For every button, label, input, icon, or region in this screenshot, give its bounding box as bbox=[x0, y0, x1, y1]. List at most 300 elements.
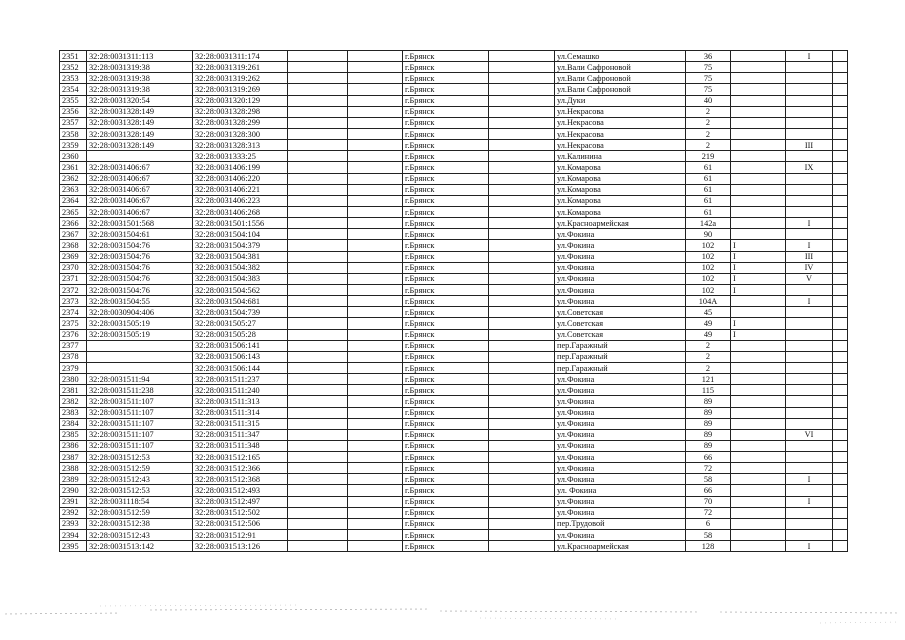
empty-cell bbox=[288, 95, 348, 106]
empty-cell bbox=[489, 485, 555, 496]
empty-cell bbox=[348, 262, 403, 273]
roman-numeral-cell bbox=[786, 206, 833, 217]
empty-cell bbox=[288, 73, 348, 84]
empty-cell bbox=[348, 273, 403, 284]
empty-cell bbox=[348, 173, 403, 184]
table-row bbox=[60, 62, 848, 73]
parcel-cadastral-cell: 32:28:0031512:43 bbox=[87, 474, 193, 485]
empty-cell bbox=[833, 440, 848, 451]
object-cadastral-cell: 32:28:0031504:562 bbox=[193, 284, 288, 295]
street-cell: ул.Фокина bbox=[555, 385, 686, 396]
mark-cell bbox=[731, 117, 786, 128]
house-number-cell: 61 bbox=[686, 173, 731, 184]
city-cell: г.Брянск bbox=[403, 396, 489, 407]
object-cadastral-cell: 32:28:0031319:262 bbox=[193, 73, 288, 84]
table-row bbox=[60, 518, 848, 529]
empty-cell bbox=[833, 229, 848, 240]
empty-cell bbox=[348, 396, 403, 407]
empty-cell bbox=[288, 296, 348, 307]
mark-cell bbox=[731, 418, 786, 429]
roman-numeral-cell bbox=[786, 340, 833, 351]
empty-cell bbox=[833, 240, 848, 251]
parcel-cadastral-cell: 32:28:0031504:55 bbox=[87, 296, 193, 307]
roman-numeral-cell: VI bbox=[786, 429, 833, 440]
row-number-cell: 2390 bbox=[60, 485, 87, 496]
street-cell: пер.Гаражный bbox=[555, 362, 686, 373]
empty-cell bbox=[833, 329, 848, 340]
object-cadastral-cell: 32:28:0031505:28 bbox=[193, 329, 288, 340]
street-cell: ул.Фокина bbox=[555, 530, 686, 541]
table-row bbox=[60, 374, 848, 385]
mark-cell bbox=[731, 106, 786, 117]
street-cell: ул.Некрасова bbox=[555, 106, 686, 117]
empty-cell bbox=[489, 340, 555, 351]
parcel-cadastral-cell: 32:28:0031319:38 bbox=[87, 84, 193, 95]
roman-numeral-cell bbox=[786, 128, 833, 139]
empty-cell bbox=[348, 95, 403, 106]
parcel-cadastral-cell: 32:28:0031511:238 bbox=[87, 385, 193, 396]
roman-numeral-cell bbox=[786, 485, 833, 496]
parcel-cadastral-cell: 32:28:0031311:113 bbox=[87, 51, 193, 62]
mark-cell: I bbox=[731, 262, 786, 273]
roman-numeral-cell bbox=[786, 507, 833, 518]
roman-numeral-cell bbox=[786, 117, 833, 128]
street-cell: ул.Фокина bbox=[555, 273, 686, 284]
empty-cell bbox=[489, 184, 555, 195]
city-cell: г.Брянск bbox=[403, 62, 489, 73]
house-number-cell: 102 bbox=[686, 251, 731, 262]
row-number-cell: 2359 bbox=[60, 140, 87, 151]
parcel-cadastral-cell: 32:28:0031504:76 bbox=[87, 284, 193, 295]
city-cell: г.Брянск bbox=[403, 84, 489, 95]
object-cadastral-cell: 32:28:0031512:368 bbox=[193, 474, 288, 485]
roman-numeral-cell bbox=[786, 407, 833, 418]
mark-cell bbox=[731, 374, 786, 385]
empty-cell bbox=[348, 440, 403, 451]
house-number-cell: 6 bbox=[686, 518, 731, 529]
empty-cell bbox=[833, 362, 848, 373]
city-cell: г.Брянск bbox=[403, 73, 489, 84]
empty-cell bbox=[288, 151, 348, 162]
mark-cell bbox=[731, 496, 786, 507]
empty-cell bbox=[348, 240, 403, 251]
object-cadastral-cell: 32:28:0031319:261 bbox=[193, 62, 288, 73]
house-number-cell: 2 bbox=[686, 340, 731, 351]
table-row bbox=[60, 407, 848, 418]
parcel-cadastral-cell: 32:28:0031328:149 bbox=[87, 128, 193, 139]
empty-cell bbox=[288, 440, 348, 451]
row-number-cell: 2379 bbox=[60, 362, 87, 373]
empty-cell bbox=[348, 407, 403, 418]
empty-cell bbox=[833, 184, 848, 195]
empty-cell bbox=[833, 418, 848, 429]
empty-cell bbox=[288, 284, 348, 295]
empty-cell bbox=[348, 374, 403, 385]
street-cell: ул.Фокина bbox=[555, 507, 686, 518]
house-number-cell: 89 bbox=[686, 429, 731, 440]
row-number-cell: 2364 bbox=[60, 195, 87, 206]
row-number-cell: 2365 bbox=[60, 206, 87, 217]
empty-cell bbox=[288, 541, 348, 552]
street-cell: ул.Советская bbox=[555, 307, 686, 318]
parcel-cadastral-cell: 32:28:0031319:38 bbox=[87, 62, 193, 73]
city-cell: г.Брянск bbox=[403, 429, 489, 440]
table-row bbox=[60, 140, 848, 151]
table-row bbox=[60, 262, 848, 273]
empty-cell bbox=[348, 418, 403, 429]
table-row bbox=[60, 507, 848, 518]
row-number-cell: 2372 bbox=[60, 284, 87, 295]
empty-cell bbox=[288, 51, 348, 62]
empty-cell bbox=[489, 351, 555, 362]
empty-cell bbox=[833, 318, 848, 329]
roman-numeral-cell bbox=[786, 440, 833, 451]
house-number-cell: 66 bbox=[686, 452, 731, 463]
street-cell: ул.Комарова bbox=[555, 195, 686, 206]
empty-cell bbox=[288, 329, 348, 340]
empty-cell bbox=[489, 229, 555, 240]
registry-table bbox=[59, 50, 848, 552]
empty-cell bbox=[288, 518, 348, 529]
empty-cell bbox=[288, 106, 348, 117]
city-cell: г.Брянск bbox=[403, 407, 489, 418]
empty-cell bbox=[489, 474, 555, 485]
street-cell: ул.Красноармейская bbox=[555, 218, 686, 229]
table-row bbox=[60, 485, 848, 496]
mark-cell bbox=[731, 440, 786, 451]
house-number-cell: 2 bbox=[686, 351, 731, 362]
mark-cell: I bbox=[731, 273, 786, 284]
row-number-cell: 2393 bbox=[60, 518, 87, 529]
empty-cell bbox=[489, 151, 555, 162]
empty-cell bbox=[833, 218, 848, 229]
empty-cell bbox=[348, 518, 403, 529]
table-row bbox=[60, 206, 848, 217]
house-number-cell: 2 bbox=[686, 140, 731, 151]
empty-cell bbox=[348, 463, 403, 474]
empty-cell bbox=[833, 106, 848, 117]
roman-numeral-cell bbox=[786, 62, 833, 73]
street-cell: ул.Фокина bbox=[555, 452, 686, 463]
house-number-cell: 89 bbox=[686, 418, 731, 429]
empty-cell bbox=[833, 251, 848, 262]
mark-cell bbox=[731, 229, 786, 240]
empty-cell bbox=[833, 296, 848, 307]
empty-cell bbox=[288, 340, 348, 351]
object-cadastral-cell: 32:28:0031311:174 bbox=[193, 51, 288, 62]
mark-cell bbox=[731, 296, 786, 307]
empty-cell bbox=[833, 385, 848, 396]
empty-cell bbox=[489, 195, 555, 206]
street-cell: ул.Фокина bbox=[555, 407, 686, 418]
roman-numeral-cell: I bbox=[786, 541, 833, 552]
table-row bbox=[60, 530, 848, 541]
empty-cell bbox=[288, 374, 348, 385]
roman-numeral-cell bbox=[786, 106, 833, 117]
object-cadastral-cell: 32:28:0031501:1556 bbox=[193, 218, 288, 229]
table-row bbox=[60, 307, 848, 318]
row-number-cell: 2383 bbox=[60, 407, 87, 418]
city-cell: г.Брянск bbox=[403, 151, 489, 162]
empty-cell bbox=[288, 496, 348, 507]
street-cell: ул.Фокина bbox=[555, 396, 686, 407]
object-cadastral-cell: 32:28:0031511:314 bbox=[193, 407, 288, 418]
city-cell: г.Брянск bbox=[403, 51, 489, 62]
mark-cell bbox=[731, 429, 786, 440]
house-number-cell: 58 bbox=[686, 474, 731, 485]
city-cell: г.Брянск bbox=[403, 463, 489, 474]
parcel-cadastral-cell: 32:28:0031328:149 bbox=[87, 140, 193, 151]
city-cell: г.Брянск bbox=[403, 530, 489, 541]
empty-cell bbox=[489, 273, 555, 284]
empty-cell bbox=[288, 273, 348, 284]
street-cell: пер.Гаражный bbox=[555, 340, 686, 351]
city-cell: г.Брянск bbox=[403, 452, 489, 463]
object-cadastral-cell: 32:28:0031328:300 bbox=[193, 128, 288, 139]
empty-cell bbox=[833, 474, 848, 485]
roman-numeral-cell: III bbox=[786, 251, 833, 262]
house-number-cell: 75 bbox=[686, 62, 731, 73]
house-number-cell: 49 bbox=[686, 318, 731, 329]
object-cadastral-cell: 32:28:0031506:144 bbox=[193, 362, 288, 373]
table-body bbox=[60, 51, 848, 552]
roman-numeral-cell: I bbox=[786, 496, 833, 507]
row-number-cell: 2381 bbox=[60, 385, 87, 396]
street-cell: ул.Вали Сафроновой bbox=[555, 84, 686, 95]
empty-cell bbox=[348, 229, 403, 240]
empty-cell bbox=[288, 362, 348, 373]
city-cell: г.Брянск bbox=[403, 251, 489, 262]
roman-numeral-cell bbox=[786, 351, 833, 362]
city-cell: г.Брянск bbox=[403, 418, 489, 429]
row-number-cell: 2384 bbox=[60, 418, 87, 429]
empty-cell bbox=[288, 184, 348, 195]
row-number-cell: 2374 bbox=[60, 307, 87, 318]
mark-cell bbox=[731, 340, 786, 351]
mark-cell bbox=[731, 140, 786, 151]
empty-cell bbox=[489, 162, 555, 173]
house-number-cell: 72 bbox=[686, 507, 731, 518]
roman-numeral-cell bbox=[786, 73, 833, 84]
table-row bbox=[60, 95, 848, 106]
table-row bbox=[60, 418, 848, 429]
empty-cell bbox=[348, 362, 403, 373]
empty-cell bbox=[489, 62, 555, 73]
empty-cell bbox=[833, 541, 848, 552]
empty-cell bbox=[348, 474, 403, 485]
empty-cell bbox=[348, 284, 403, 295]
house-number-cell: 75 bbox=[686, 73, 731, 84]
mark-cell bbox=[731, 407, 786, 418]
street-cell: ул.Фокина bbox=[555, 262, 686, 273]
table-row bbox=[60, 463, 848, 474]
empty-cell bbox=[489, 240, 555, 251]
table-row bbox=[60, 84, 848, 95]
house-number-cell: 115 bbox=[686, 385, 731, 396]
mark-cell bbox=[731, 218, 786, 229]
empty-cell bbox=[833, 496, 848, 507]
table-row bbox=[60, 218, 848, 229]
empty-cell bbox=[833, 140, 848, 151]
table-row bbox=[60, 173, 848, 184]
parcel-cadastral-cell: 32:28:0031512:38 bbox=[87, 518, 193, 529]
mark-cell: I bbox=[731, 284, 786, 295]
empty-cell bbox=[288, 429, 348, 440]
empty-cell bbox=[288, 117, 348, 128]
roman-numeral-cell bbox=[786, 396, 833, 407]
street-cell: ул.Вали Сафроновой bbox=[555, 62, 686, 73]
object-cadastral-cell: 32:28:0031506:143 bbox=[193, 351, 288, 362]
mark-cell bbox=[731, 162, 786, 173]
house-number-cell: 72 bbox=[686, 463, 731, 474]
parcel-cadastral-cell: 32:28:0031406:67 bbox=[87, 162, 193, 173]
empty-cell bbox=[348, 329, 403, 340]
empty-cell bbox=[833, 206, 848, 217]
parcel-cadastral-cell: 32:28:0031319:38 bbox=[87, 73, 193, 84]
street-cell: ул.Фокина bbox=[555, 240, 686, 251]
object-cadastral-cell: 32:28:0031512:497 bbox=[193, 496, 288, 507]
roman-numeral-cell: I bbox=[786, 218, 833, 229]
street-cell: ул.Советская bbox=[555, 318, 686, 329]
empty-cell bbox=[833, 95, 848, 106]
roman-numeral-cell bbox=[786, 463, 833, 474]
table-row bbox=[60, 151, 848, 162]
street-cell: ул.Красноармейская bbox=[555, 541, 686, 552]
empty-cell bbox=[833, 273, 848, 284]
empty-cell bbox=[348, 251, 403, 262]
parcel-cadastral-cell: 32:28:0031406:67 bbox=[87, 184, 193, 195]
table-row bbox=[60, 362, 848, 373]
roman-numeral-cell bbox=[786, 229, 833, 240]
empty-cell bbox=[288, 452, 348, 463]
street-cell: ул.Комарова bbox=[555, 173, 686, 184]
empty-cell bbox=[348, 51, 403, 62]
mark-cell bbox=[731, 128, 786, 139]
empty-cell bbox=[288, 307, 348, 318]
mark-cell bbox=[731, 463, 786, 474]
empty-cell bbox=[489, 106, 555, 117]
table-row bbox=[60, 541, 848, 552]
empty-cell bbox=[288, 418, 348, 429]
table-row bbox=[60, 296, 848, 307]
object-cadastral-cell: 32:28:0031328:299 bbox=[193, 117, 288, 128]
object-cadastral-cell: 32:28:0031511:240 bbox=[193, 385, 288, 396]
empty-cell bbox=[348, 307, 403, 318]
table-row bbox=[60, 240, 848, 251]
row-number-cell: 2391 bbox=[60, 496, 87, 507]
object-cadastral-cell: 32:28:0031504:104 bbox=[193, 229, 288, 240]
mark-cell bbox=[731, 541, 786, 552]
row-number-cell: 2362 bbox=[60, 173, 87, 184]
empty-cell bbox=[288, 351, 348, 362]
city-cell: г.Брянск bbox=[403, 95, 489, 106]
empty-cell bbox=[833, 396, 848, 407]
row-number-cell: 2370 bbox=[60, 262, 87, 273]
roman-numeral-cell bbox=[786, 184, 833, 195]
city-cell: г.Брянск bbox=[403, 262, 489, 273]
parcel-cadastral-cell: 32:28:0031118:54 bbox=[87, 496, 193, 507]
empty-cell bbox=[489, 95, 555, 106]
object-cadastral-cell: 32:28:0031512:366 bbox=[193, 463, 288, 474]
object-cadastral-cell: 32:28:0031504:379 bbox=[193, 240, 288, 251]
mark-cell bbox=[731, 507, 786, 518]
row-number-cell: 2392 bbox=[60, 507, 87, 518]
street-cell: ул.Фокина bbox=[555, 229, 686, 240]
city-cell: г.Брянск bbox=[403, 541, 489, 552]
parcel-cadastral-cell: 32:28:0031501:568 bbox=[87, 218, 193, 229]
table-row bbox=[60, 351, 848, 362]
empty-cell bbox=[348, 62, 403, 73]
row-number-cell: 2352 bbox=[60, 62, 87, 73]
empty-cell bbox=[833, 407, 848, 418]
parcel-cadastral-cell: 32:28:0031511:107 bbox=[87, 396, 193, 407]
roman-numeral-cell bbox=[786, 329, 833, 340]
empty-cell bbox=[833, 530, 848, 541]
object-cadastral-cell: 32:28:0031505:27 bbox=[193, 318, 288, 329]
parcel-cadastral-cell: 32:28:0031406:67 bbox=[87, 206, 193, 217]
street-cell: ул.Комарова bbox=[555, 162, 686, 173]
row-number-cell: 2395 bbox=[60, 541, 87, 552]
city-cell: г.Брянск bbox=[403, 140, 489, 151]
object-cadastral-cell: 32:28:0031512:506 bbox=[193, 518, 288, 529]
roman-numeral-cell bbox=[786, 151, 833, 162]
parcel-cadastral-cell: 32:28:0031504:76 bbox=[87, 240, 193, 251]
empty-cell bbox=[489, 418, 555, 429]
table-row bbox=[60, 162, 848, 173]
roman-numeral-cell bbox=[786, 362, 833, 373]
house-number-cell: 40 bbox=[686, 95, 731, 106]
mark-cell bbox=[731, 151, 786, 162]
object-cadastral-cell: 32:28:0031504:382 bbox=[193, 262, 288, 273]
parcel-cadastral-cell: 32:28:0031504:76 bbox=[87, 273, 193, 284]
row-number-cell: 2387 bbox=[60, 452, 87, 463]
object-cadastral-cell: 32:28:0031513:126 bbox=[193, 541, 288, 552]
empty-cell bbox=[833, 429, 848, 440]
parcel-cadastral-cell bbox=[87, 362, 193, 373]
empty-cell bbox=[288, 396, 348, 407]
house-number-cell: 90 bbox=[686, 229, 731, 240]
empty-cell bbox=[288, 385, 348, 396]
empty-cell bbox=[833, 463, 848, 474]
table-row bbox=[60, 128, 848, 139]
city-cell: г.Брянск bbox=[403, 385, 489, 396]
row-number-cell: 2356 bbox=[60, 106, 87, 117]
empty-cell bbox=[489, 440, 555, 451]
empty-cell bbox=[833, 117, 848, 128]
empty-cell bbox=[489, 206, 555, 217]
mark-cell bbox=[731, 351, 786, 362]
roman-numeral-cell: III bbox=[786, 140, 833, 151]
roman-numeral-cell: I bbox=[786, 240, 833, 251]
street-cell: ул.Фокина bbox=[555, 284, 686, 295]
roman-numeral-cell bbox=[786, 173, 833, 184]
parcel-cadastral-cell: 32:28:0031504:76 bbox=[87, 262, 193, 273]
empty-cell bbox=[288, 229, 348, 240]
empty-cell bbox=[348, 218, 403, 229]
empty-cell bbox=[288, 507, 348, 518]
row-number-cell: 2375 bbox=[60, 318, 87, 329]
roman-numeral-cell bbox=[786, 307, 833, 318]
empty-cell bbox=[833, 284, 848, 295]
empty-cell bbox=[833, 485, 848, 496]
object-cadastral-cell: 32:28:0031406:221 bbox=[193, 184, 288, 195]
street-cell: ул.Вали Сафроновой bbox=[555, 73, 686, 84]
empty-cell bbox=[489, 452, 555, 463]
empty-cell bbox=[288, 530, 348, 541]
empty-cell bbox=[348, 151, 403, 162]
empty-cell bbox=[348, 162, 403, 173]
empty-cell bbox=[833, 51, 848, 62]
